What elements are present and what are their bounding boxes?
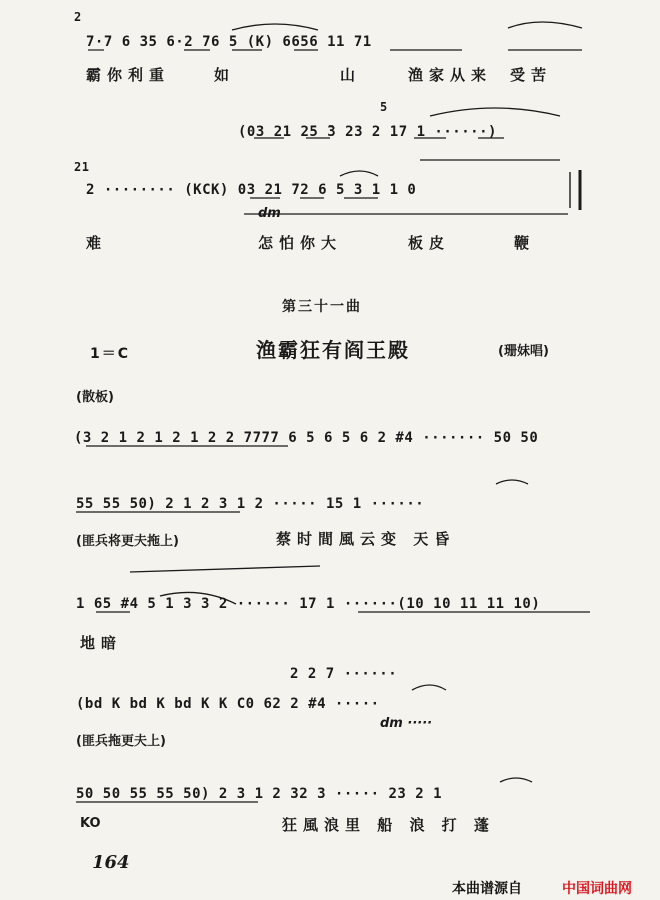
notation-row-2: 55 55 50) 2 1 2 3 1 2 ····· 15 1 ······ <box>76 496 425 512</box>
tie-arc <box>340 171 378 176</box>
tie-arc <box>232 24 318 30</box>
stage-direction-1: (匪兵将更夫拖上) <box>76 534 179 549</box>
tie-arc <box>412 685 446 690</box>
dynamic-mark: dm <box>258 206 281 221</box>
lyric-3a: 难 <box>86 234 108 252</box>
notation-line-1: 7·7 6 35 6·2 76 5 (K) 6656 11 71 <box>86 34 372 50</box>
lyric-row-2: 蔡时間風云变 天昏 <box>276 530 456 548</box>
lyric-3c: 板皮 <box>408 234 451 252</box>
grace-note-2: 5 <box>380 100 388 114</box>
singer: (珊妹唱) <box>498 344 549 359</box>
piece-number: 第三十一曲 <box>282 299 362 315</box>
lyric-1a: 霸你利重 <box>86 66 171 84</box>
notation-row-5: 50 50 55 55 50) 2 3 1 2 32 3 ····· 23 2 1 <box>76 786 443 802</box>
notation-row-4-top: 2 2 7 ······ <box>290 666 398 682</box>
notation-line-3: 2 ········ (KCK) 03 21 72 6 5 3 1 1 0 <box>86 182 417 198</box>
page-number: 164 <box>92 852 130 873</box>
lyric-1e: 受苦 <box>510 66 553 84</box>
notation-row-1: (3 2 1 2 1 2 1 2 2 7777 6 5 6 5 6 2 #4 ······· 50 50 <box>74 430 539 446</box>
lyric-row-3: 地暗 <box>80 634 123 652</box>
piece-title: 渔霸狂有阎王殿 <box>256 338 410 362</box>
notation-row-3: 1 65 #4 5 1 3 3 2 ······ 17 1 ······(10 10 11 11 10) <box>76 596 541 612</box>
slur-line <box>130 566 320 572</box>
lyric-1b: 如 <box>214 66 236 84</box>
ko-mark: KO <box>80 816 101 831</box>
notation-row-4: (bd K bd K bd K K C0 62 2 #4 ····· <box>76 696 380 712</box>
source-label: 本曲谱源自 <box>452 881 522 897</box>
tie-arc <box>430 108 560 116</box>
lyric-1c: 山 <box>340 66 362 84</box>
notation-line-2: (03 21 25 ̄3 23 2 17 1 ······) <box>238 124 497 140</box>
dynamic-mark-2: dm ····· <box>380 716 433 731</box>
tie-arc <box>508 22 582 28</box>
lyric-3d: 鞭 <box>514 234 536 252</box>
lyric-row-5: 狂風浪里 船 浪 打 蓬 <box>282 816 495 834</box>
tie-arc <box>500 778 532 782</box>
tempo-marking: (散板) <box>76 390 114 405</box>
key-signature: 1＝C <box>90 346 131 362</box>
grace-note: 2 <box>74 10 82 24</box>
tie-arc <box>160 592 236 604</box>
site-name: 中国词曲网 <box>562 881 632 897</box>
tie-arc <box>496 480 528 484</box>
grace-note-3: 21 <box>74 160 90 174</box>
lyric-3b: 怎怕你大 <box>258 234 343 252</box>
stage-direction-2: (匪兵拖更夫上) <box>76 734 166 749</box>
lyric-1d: 渔家从来 <box>408 66 493 84</box>
